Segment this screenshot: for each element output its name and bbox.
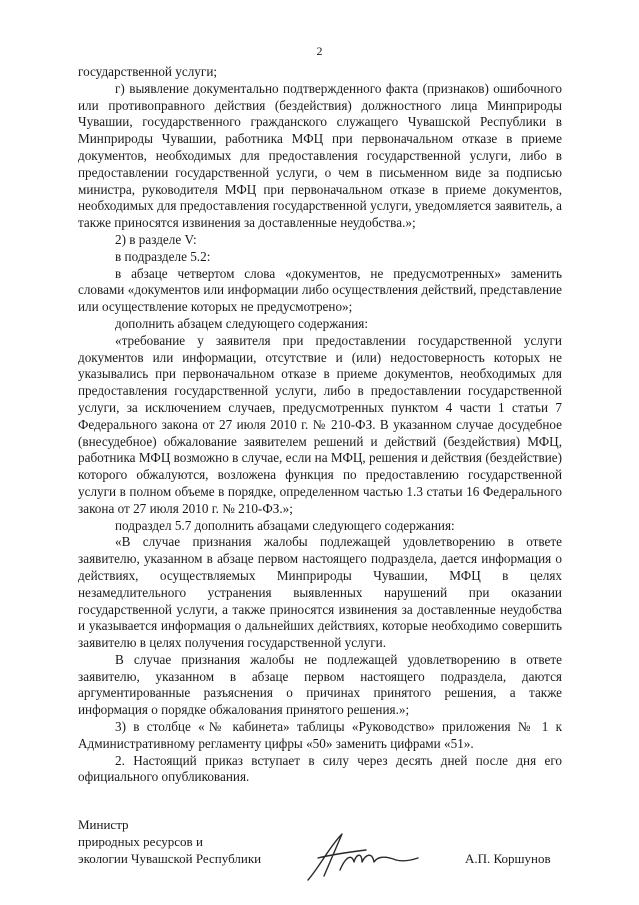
handwritten-signature bbox=[300, 826, 420, 886]
paragraph: г) выявление документально подтвержденного факта (признаков) ошибочного или противоправного действия (бездействия) должностного лица Минприроды Чувашии, государственного гражданского служащего Чувашской Республики в Минприроды Чувашии, работника МФЦ при первоначальном отказе в приеме документов, необходимых для предоставления государственной услуги, либо в предоставлении государственной услуги, о чем в письменном виде за подписью министра, руководителя МФЦ при первоначальном отказе в приеме документов, необходимых для предоставления государственной услуги, уведомляется заявитель, а также приносятся извинения за доставленные неудобства.»; bbox=[78, 80, 562, 231]
page-number: 2 bbox=[316, 44, 323, 58]
signatory-name: А.П. Коршунов bbox=[465, 851, 551, 866]
paragraph: 2. Настоящий приказ вступает в силу через десять дней после дня его официального опубликования. bbox=[78, 752, 562, 785]
paragraph: 3) в столбце «№ кабинета» таблицы «Руководство» приложения № 1 к Административному регламенту цифры «50» заменить цифрами «51». bbox=[78, 719, 562, 751]
paragraph: 2) в разделе V: bbox=[115, 231, 197, 247]
paragraph: подраздел 5.7 дополнить абзацами следующего содержания: bbox=[115, 517, 455, 533]
signature-title-line: экологии Чувашской Республики bbox=[78, 850, 262, 866]
signature-title-line: Министр bbox=[78, 817, 129, 832]
paragraph: государственной услуги; bbox=[78, 64, 218, 79]
paragraph: в абзаце четвертом слова «документов, не предусмотренных» заменить словами «документов или информации либо осуществления действий, представление или осуществление которых не предусмотрено»; bbox=[78, 265, 562, 315]
paragraph: в подразделе 5.2: bbox=[115, 248, 211, 264]
paragraph: «требование у заявителя при предоставлении государственной услуги документов или информации, отсутствие и (или) недостоверность которых не указывались при первоначальном отказе в приеме документов, необходимых для предоставления государственной услуги, либо в предоставлении государственной услуги, за исключением случаев, предусмотренных пунктом 4 части 1 статьи 7 Федерального закона от 27 июля 2010 г. № 210-ФЗ. В указанном случае досудебное (внесудебное) обжалование заявителем решений и действий (бездействия) МФЦ, работника МФЦ возможно в случае, если на МФЦ, решения и действия (бездействие) которого обжалуются, возложена функция по предоставлению государственной услуги в полном объеме в порядке, определенном частью 1.3 статьи 16 Федерального закона от 27 июля 2010 г. № 210-ФЗ.»; bbox=[78, 332, 562, 516]
document-body bbox=[78, 64, 562, 786]
paragraph: дополнить абзацем следующего содержания: bbox=[115, 315, 369, 331]
signature-title-line: природных ресурсов и bbox=[78, 833, 203, 849]
paragraph: В случае признания жалобы не подлежащей удовлетворению в ответе заявителю, указанном в абзаце первом настоящего подраздела, даются аргументированные разъяснения о причинах принятого решения, а также информация о порядке обжалования принятого решения.»; bbox=[78, 651, 562, 718]
signature-title-block bbox=[78, 817, 261, 867]
paragraph: «В случае признания жалобы подлежащей удовлетворению в ответе заявителю, указанном в абзаце первом настоящего подраздела, дается информация о действиях, осуществляемых Минприроды Чувашии, МФЦ в целях незамедлительного устранения выявленных нарушений при оказании государственной услуги, а также приносятся извинения за доставленные неудобства и указывается информация о дальнейших действиях, которые необходимо совершить заявителю в целях получения государственной услуги. bbox=[78, 534, 562, 651]
